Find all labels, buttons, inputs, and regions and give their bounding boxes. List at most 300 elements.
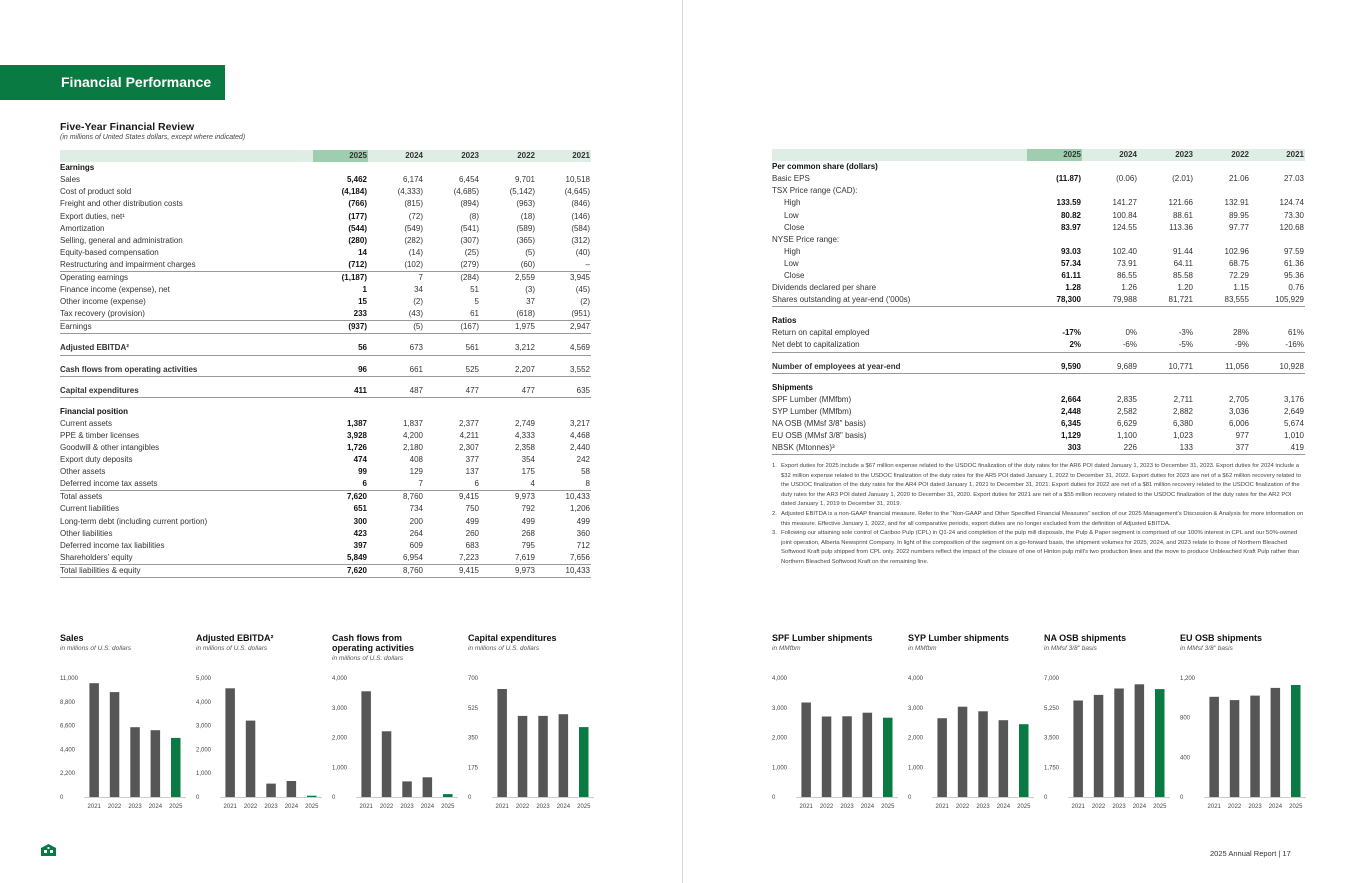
cell-value: 10,928 — [1250, 361, 1305, 374]
bar-2021 — [937, 718, 947, 797]
cell-value: 1,129 — [1060, 431, 1081, 441]
row-label: Current liabilities — [60, 504, 120, 514]
cell-value: 683 — [465, 540, 479, 550]
cell-value: 100.84 — [1112, 210, 1137, 220]
year-header: 2023 — [424, 150, 480, 162]
cell-value: 9,973 — [480, 491, 536, 504]
cell-value: 68.75 — [1228, 258, 1249, 268]
row-label: Shares outstanding at year-end (’000s) — [772, 294, 1027, 307]
y-tick-label: 0 — [1044, 795, 1048, 801]
x-tick-label: 2025 — [1289, 804, 1303, 810]
cell-value: (584) — [571, 223, 590, 233]
cell-value: 102.40 — [1112, 246, 1137, 256]
bar-2025 — [883, 718, 893, 797]
table-row — [60, 198, 591, 210]
cell-value: -3% — [1178, 328, 1193, 338]
row-label: Equity-based compensation — [60, 247, 159, 257]
spacer-row — [60, 376, 591, 385]
cell-value: 4,333 — [514, 430, 535, 440]
empty-cell — [1082, 161, 1138, 173]
x-tick-label: 2023 — [840, 804, 854, 810]
row-label: Long-term debt (including current portion) — [60, 516, 208, 526]
x-tick-label: 2021 — [1207, 804, 1221, 810]
table-row — [772, 173, 1305, 185]
bar-chart — [196, 633, 326, 813]
cell-value: 7,223 — [458, 552, 479, 562]
footnotes — [772, 462, 1306, 568]
y-tick-label: 8,800 — [60, 699, 76, 706]
row-label: Goodwill & other intangibles — [60, 443, 160, 453]
y-tick-label: 700 — [468, 676, 479, 682]
cell-value: 977 — [1235, 431, 1249, 441]
table-row — [772, 282, 1305, 294]
bar-2023 — [402, 781, 412, 797]
row-label: Other liabilities — [60, 528, 113, 538]
cell-value: 15 — [358, 297, 367, 307]
table-row — [60, 174, 591, 186]
bar-2024 — [423, 777, 433, 797]
cell-value: (4,333) — [397, 187, 423, 197]
row-label: TSX Price range (CAD): — [772, 186, 858, 196]
bar-2022 — [110, 692, 120, 797]
cell-value: 10,771 — [1138, 361, 1194, 374]
cell-value: 57.34 — [1060, 258, 1081, 268]
chart-title: NA OSB shipments — [1044, 633, 1127, 643]
row-label: SPF Lumber (MMfbm) — [772, 394, 852, 404]
cell-value: 2,307 — [458, 443, 479, 453]
y-tick-label: 3,000 — [196, 723, 212, 730]
cell-value: 28% — [1232, 328, 1249, 338]
chart-canvas — [1044, 633, 1174, 813]
year-header: 2024 — [368, 150, 424, 162]
cell-value: 4,468 — [569, 430, 590, 440]
row-label: Other assets — [60, 467, 106, 477]
spacer — [60, 397, 591, 406]
y-tick-label: 800 — [1180, 715, 1191, 722]
cell-value: 7 — [368, 271, 424, 284]
x-tick-label: 2025 — [1017, 804, 1031, 810]
empty-cell — [1027, 234, 1082, 246]
cell-value: 105,929 — [1250, 294, 1305, 307]
bar-2021 — [361, 691, 371, 797]
cell-value: 3,036 — [1228, 406, 1249, 416]
row-label: Tax recovery (provision) — [60, 309, 145, 319]
cell-value: 80.82 — [1060, 210, 1081, 220]
cell-value: 635 — [536, 385, 591, 398]
cell-value: 85.58 — [1172, 270, 1193, 280]
cell-value: 6,345 — [1060, 418, 1081, 428]
y-tick-label: 4,400 — [60, 747, 76, 754]
x-tick-label: 2025 — [441, 804, 455, 810]
bar-2022 — [958, 707, 968, 797]
empty-cell — [424, 162, 480, 174]
y-tick-label: 0 — [332, 795, 336, 801]
row-label: Close — [784, 222, 805, 232]
y-tick-label: 400 — [1180, 755, 1191, 762]
cell-value: 1.20 — [1177, 283, 1193, 293]
y-tick-label: 1,200 — [1180, 676, 1196, 682]
table-row — [60, 478, 591, 491]
cell-value: (60) — [520, 259, 535, 269]
chart-title: Cash flows from operating activities — [332, 633, 415, 653]
empty-cell — [480, 406, 536, 418]
bar-chart — [772, 633, 902, 813]
footnote-text: Adjusted EBITDA is a non-GAAP financial measure. Refer to the “Non-GAAP and Other Specified Financial Measures” section of our 2025 Management’s Discussion & Analysis for more information on this measure. Effective January 1, 2022, and for all comparative periods, export duties are no longer excluded from the definition of Adjusted EBITDA. — [781, 510, 1304, 527]
chart-subtitle: in millions of U.S. dollars — [468, 645, 540, 652]
y-tick-label: 1,000 — [196, 771, 212, 778]
x-tick-label: 2024 — [148, 804, 163, 810]
cell-value: 233 — [353, 309, 367, 319]
cell-value: 264 — [409, 528, 423, 538]
x-tick-label: 2021 — [359, 804, 373, 810]
five-year-table-right — [772, 149, 1305, 455]
cell-value: -16% — [1250, 339, 1305, 352]
spacer — [60, 355, 591, 364]
section-heading-row — [772, 161, 1305, 173]
table-row — [772, 394, 1305, 406]
bar-2021 — [1209, 697, 1219, 797]
cell-value: 73.30 — [1283, 210, 1304, 220]
y-tick-label: 2,200 — [60, 771, 76, 778]
row-label: Finance income (expense), net — [60, 285, 170, 295]
page-divider — [682, 0, 683, 883]
row-label: Earnings — [60, 163, 95, 173]
cell-value: (846) — [571, 199, 590, 209]
y-tick-label: 3,000 — [332, 705, 348, 712]
row-label: Shareholders’ equity — [60, 552, 133, 562]
year-header: 2021 — [1250, 149, 1305, 161]
empty-cell — [1194, 315, 1250, 327]
y-tick-label: 4,000 — [332, 676, 348, 682]
bar-2025 — [1291, 685, 1301, 797]
cell-value: 93.03 — [1060, 246, 1081, 256]
cell-value: 3,217 — [569, 418, 590, 428]
cell-value: 242 — [576, 455, 590, 465]
cell-value: 51 — [470, 285, 479, 295]
cell-value: 226 — [1082, 442, 1138, 455]
cell-value: 2,448 — [1060, 406, 1081, 416]
bar-2023 — [538, 716, 548, 797]
empty-cell — [1250, 234, 1305, 246]
empty-cell — [368, 162, 424, 174]
cell-value: 1,206 — [569, 504, 590, 514]
row-label: Freight and other distribution costs — [60, 199, 183, 209]
x-tick-label: 2021 — [223, 804, 237, 810]
y-tick-label: 5,000 — [196, 676, 212, 682]
cell-value: 2,947 — [536, 321, 591, 334]
bar-2025 — [1019, 724, 1029, 797]
cell-value: 8,760 — [368, 564, 424, 577]
cell-value: (72) — [408, 211, 423, 221]
section-heading-row — [772, 315, 1305, 327]
x-tick-label: 2022 — [515, 804, 530, 810]
cell-value: 9,689 — [1082, 361, 1138, 374]
row-label: High — [784, 198, 801, 208]
year-header: 2023 — [1138, 149, 1194, 161]
cell-value: (4,645) — [564, 187, 590, 197]
bar-2023 — [842, 716, 852, 797]
bar-2023 — [978, 711, 988, 797]
empty-cell — [424, 406, 480, 418]
x-tick-label: 2024 — [284, 804, 299, 810]
x-tick-label: 2021 — [935, 804, 949, 810]
table-row — [60, 247, 591, 259]
cell-value: 1,010 — [1283, 431, 1304, 441]
section-heading-row — [60, 162, 591, 174]
chart-title: SPF Lumber shipments — [772, 633, 873, 643]
page-footer: 2025 Annual Report | 17 — [1210, 849, 1291, 858]
cell-value: 4,569 — [536, 342, 591, 355]
table-row — [772, 234, 1305, 246]
x-tick-label: 2022 — [107, 804, 122, 810]
header-blank — [60, 150, 313, 162]
y-tick-label: 3,000 — [772, 705, 788, 712]
table-row — [60, 540, 591, 552]
cell-value: (2.01) — [1172, 174, 1193, 184]
bar-chart — [1180, 633, 1310, 813]
header-blank — [772, 149, 1027, 161]
year-header: 2022 — [1194, 149, 1250, 161]
cell-value: 4,200 — [402, 430, 423, 440]
table-row — [60, 308, 591, 321]
row-label: Restructuring and impairment charges — [60, 259, 196, 269]
chart-subtitle: in MMsf 3/8" basis — [1044, 645, 1097, 652]
spacer-row — [772, 307, 1305, 316]
row-label: PPE & timber licenses — [60, 430, 140, 440]
cell-value: (544) — [348, 223, 367, 233]
spacer-row — [60, 355, 591, 364]
x-tick-label: 2023 — [400, 804, 414, 810]
year-header: 2025 — [1027, 149, 1082, 161]
row-label: Low — [784, 210, 799, 220]
x-tick-label: 2022 — [955, 804, 970, 810]
cell-value: -17% — [1062, 328, 1081, 338]
y-tick-label: 1,750 — [1044, 765, 1060, 772]
spacer — [772, 352, 1305, 361]
table-row — [772, 406, 1305, 418]
bar-2024 — [1271, 688, 1281, 797]
cell-value: (279) — [460, 259, 479, 269]
footnote-number: 3. — [772, 530, 777, 537]
table-row — [60, 552, 591, 565]
table-row — [60, 364, 591, 377]
empty-cell — [536, 162, 591, 174]
y-tick-label: 0 — [908, 795, 912, 801]
y-tick-label: 525 — [468, 705, 479, 712]
bar-chart — [908, 633, 1038, 813]
cell-value: (45) — [575, 285, 590, 295]
empty-cell — [1082, 234, 1138, 246]
cell-value: 7 — [418, 479, 423, 489]
table-row — [60, 564, 591, 577]
footnote-number: 1. — [772, 463, 777, 469]
cell-value: (541) — [460, 223, 479, 233]
cell-value: (712) — [348, 259, 367, 269]
row-label: Close — [784, 270, 805, 280]
y-tick-label: 3,500 — [1044, 735, 1060, 742]
row-label: NBSK (Mtonnes)³ — [772, 442, 1027, 455]
empty-cell — [368, 406, 424, 418]
cell-value: (894) — [460, 199, 479, 209]
cell-value: 2,705 — [1228, 394, 1249, 404]
bar-2023 — [130, 727, 140, 797]
y-tick-label: 1,000 — [908, 765, 924, 772]
year-header: 2021 — [536, 150, 591, 162]
cell-value: 133.59 — [1056, 198, 1081, 208]
empty-cell — [1250, 185, 1305, 197]
cell-value: 9,590 — [1027, 361, 1082, 374]
cell-value: 9,415 — [424, 564, 480, 577]
table-row — [772, 430, 1305, 442]
chart-subtitle: in millions of U.S. dollars — [332, 655, 404, 662]
empty-cell — [1250, 315, 1305, 327]
table-row — [772, 442, 1305, 455]
bar-2024 — [151, 730, 161, 797]
cell-value: (177) — [348, 211, 367, 221]
cell-value: -5% — [1138, 339, 1194, 352]
table-row — [60, 466, 591, 478]
cell-value: – — [585, 259, 590, 269]
cell-value: 477 — [480, 385, 536, 398]
empty-cell — [1027, 315, 1082, 327]
cell-value: 303 — [1027, 442, 1082, 455]
row-label: SYP Lumber (MMfbm) — [772, 406, 852, 416]
row-label: Net debt to capitalization — [772, 339, 1027, 352]
cell-value: 354 — [521, 455, 535, 465]
cell-value: 3,176 — [1283, 394, 1304, 404]
x-tick-label: 2021 — [1071, 804, 1085, 810]
cell-value: 268 — [521, 528, 535, 538]
bar-chart — [60, 633, 190, 813]
bar-2021 — [497, 689, 507, 797]
cell-value: 79,988 — [1082, 294, 1138, 307]
cell-value: (14) — [408, 247, 423, 257]
bar-2023 — [1250, 696, 1260, 797]
y-tick-label: 0 — [196, 795, 200, 801]
cell-value: (4,685) — [453, 187, 479, 197]
cell-value: 61 — [470, 309, 479, 319]
x-tick-label: 2024 — [420, 804, 435, 810]
cell-value: 97.77 — [1228, 222, 1249, 232]
chart-canvas — [908, 633, 1038, 813]
cell-value: 9,973 — [480, 564, 536, 577]
cell-value: (43) — [408, 309, 423, 319]
row-label: Per common share (dollars) — [772, 162, 878, 172]
row-label: Number of employees at year-end — [772, 361, 1027, 374]
bar-2022 — [1230, 700, 1240, 797]
cell-value: 8,760 — [368, 491, 424, 504]
chart-subtitle: in millions of U.S. dollars — [60, 645, 132, 652]
cell-value: 6,454 — [458, 175, 479, 185]
x-tick-label: 2025 — [1153, 804, 1167, 810]
cell-value: 83.97 — [1060, 222, 1081, 232]
y-tick-label: 11,000 — [60, 676, 78, 682]
cell-value: 14 — [358, 247, 367, 257]
cell-value: 2,180 — [402, 443, 423, 453]
empty-cell — [1138, 161, 1194, 173]
row-label: Other income (expense) — [60, 297, 146, 307]
table-row — [772, 258, 1305, 270]
empty-cell — [1082, 185, 1138, 197]
row-label: Low — [784, 258, 799, 268]
y-tick-label: 2,000 — [196, 747, 212, 754]
y-tick-label: 2,000 — [332, 735, 348, 742]
row-label: Export duty deposits — [60, 455, 133, 465]
row-label: Deferred income tax liabilities — [60, 540, 165, 550]
cell-value: (5,142) — [509, 187, 535, 197]
bar-2022 — [1094, 695, 1104, 797]
x-tick-label: 2021 — [799, 804, 813, 810]
spacer-row — [772, 352, 1305, 361]
row-label: Amortization — [60, 223, 105, 233]
cell-value: 2,664 — [1060, 394, 1081, 404]
cell-value: (365) — [516, 235, 535, 245]
bar-2022 — [246, 721, 256, 797]
cell-value: 673 — [368, 342, 424, 355]
cell-value: (815) — [404, 199, 423, 209]
table-row — [772, 222, 1305, 234]
y-tick-label: 4,000 — [772, 676, 788, 682]
cell-value: (766) — [348, 199, 367, 209]
table-row — [772, 246, 1305, 258]
chart-title: Adjusted EBITDA² — [196, 633, 274, 643]
empty-cell — [313, 406, 368, 418]
cell-value: 1,100 — [1116, 431, 1137, 441]
y-tick-label: 7,000 — [1044, 676, 1060, 682]
row-label: Sales — [60, 175, 81, 185]
cell-value: 300 — [353, 516, 367, 526]
x-tick-label: 2023 — [264, 804, 278, 810]
bar-2021 — [225, 688, 235, 797]
cell-value: 651 — [353, 504, 367, 514]
row-label: Return on capital employed — [772, 328, 870, 338]
bar-2022 — [518, 716, 528, 797]
row-label: NA OSB (MMsf 3/8" basis) — [772, 418, 866, 428]
row-label: EU OSB (MMsf 3/8" basis) — [772, 431, 867, 441]
table-row — [772, 339, 1305, 352]
row-label: Operating earnings — [60, 271, 313, 284]
x-tick-label: 2023 — [128, 804, 142, 810]
cell-value: 9,415 — [424, 491, 480, 504]
empty-cell — [1082, 315, 1138, 327]
cell-value: 89.95 — [1228, 210, 1249, 220]
cell-value: 377 — [465, 455, 479, 465]
cell-value: 83,555 — [1194, 294, 1250, 307]
cell-value: (8) — [469, 211, 479, 221]
cell-value: 1.26 — [1121, 283, 1137, 293]
cell-value: 4,211 — [459, 430, 479, 440]
cell-value: 260 — [465, 528, 479, 538]
bar-2023 — [266, 784, 276, 797]
table-row — [60, 259, 591, 272]
chart-canvas — [332, 633, 462, 813]
cell-value: 132.91 — [1224, 198, 1249, 208]
x-tick-label: 2023 — [976, 804, 990, 810]
cell-value: (167) — [424, 321, 480, 334]
cell-value: 1.15 — [1233, 283, 1249, 293]
spacer — [772, 307, 1305, 316]
table-row — [772, 294, 1305, 307]
table-row — [772, 418, 1305, 430]
y-tick-label: 4,000 — [908, 676, 924, 682]
cell-value: 8 — [585, 479, 590, 489]
table-row — [60, 342, 591, 355]
table-row — [60, 516, 591, 528]
cell-value: 474 — [353, 455, 367, 465]
bar-2021 — [1073, 701, 1083, 798]
footnote — [772, 462, 1306, 510]
x-tick-label: 2025 — [305, 804, 319, 810]
